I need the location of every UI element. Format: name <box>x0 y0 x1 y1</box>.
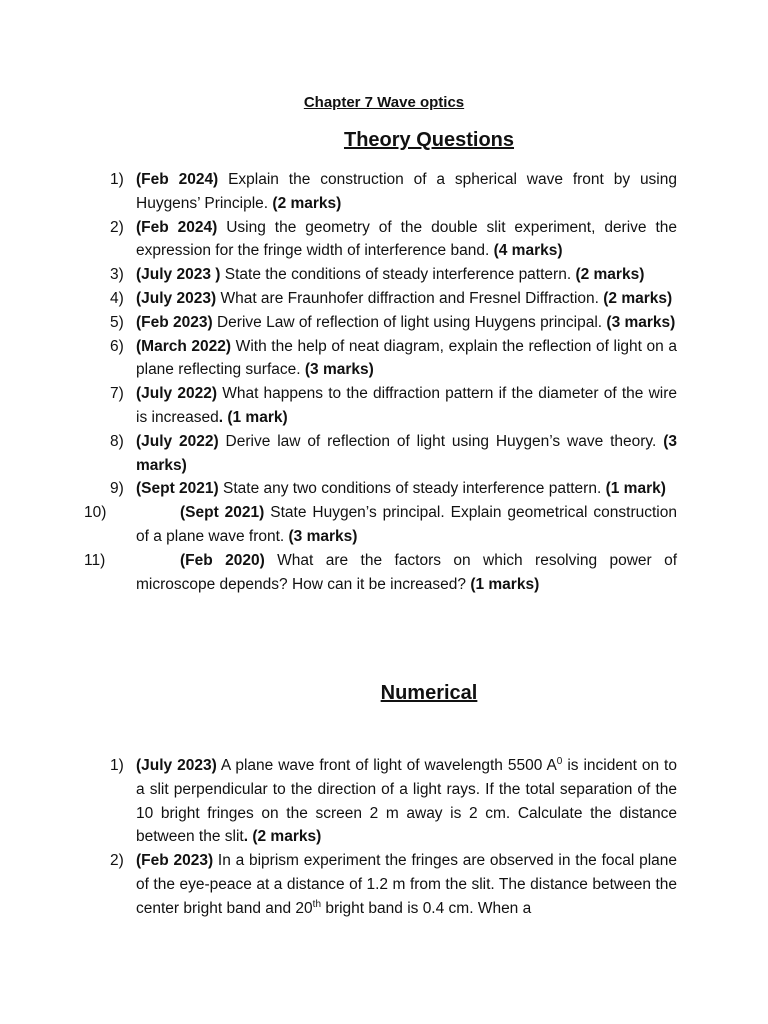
question-number: 2) <box>110 852 124 870</box>
question-text: Derive Law of reflection of light using Huygens principal. <box>212 313 607 331</box>
theory-question <box>110 287 677 311</box>
question-text: is incident on to a slit perpendicular to the direction of a light rays. If the total separation of the 10 bright fringes on the screen 2 m away is 2 cm. Calculate the distance between the slit <box>136 757 677 846</box>
theory-question <box>84 501 677 549</box>
question-text: What are the factors on which resolving power of microscope depends? How can it be increased? <box>136 551 677 593</box>
numerical-heading: Numerical <box>380 682 478 704</box>
question-number: 6) <box>110 337 124 355</box>
question-session: (Feb 2023) <box>136 852 214 870</box>
question-marks: (2 marks) <box>603 289 673 307</box>
question-number: 5) <box>110 313 124 331</box>
question-number: 4) <box>110 289 124 307</box>
question-text: State the conditions of steady interference pattern. <box>220 266 576 284</box>
question-number: 3) <box>110 266 124 284</box>
question-marks: . (1 mark) <box>218 408 288 426</box>
theory-question <box>110 216 677 264</box>
question-session: (July 2022) <box>136 432 219 450</box>
theory-question <box>84 549 677 597</box>
question-text: With the help of neat diagram, explain the reflection of light on a plane reflecting surface. <box>136 337 678 379</box>
question-session: (Feb 2024) <box>136 171 219 188</box>
question-number: 2) <box>110 218 124 236</box>
question-number: 1) <box>110 757 124 774</box>
question-marks: (3 marks) <box>136 432 677 474</box>
question-marks: (4 marks) <box>493 242 563 260</box>
question-marks: (2 marks) <box>575 266 645 284</box>
chapter-title: Chapter 7 Wave optics <box>303 94 465 111</box>
question-session: (July 2023) <box>136 757 217 774</box>
question-session: (July 2023) <box>136 289 217 307</box>
theory-question <box>110 477 677 501</box>
question-marks: (3 marks) <box>606 313 676 331</box>
question-text: State Huygen’s principal. Explain geometrical construction of a plane wave front. <box>136 504 677 545</box>
theory-question <box>110 335 677 383</box>
question-text: State any two conditions of steady interference pattern. <box>218 480 606 498</box>
question-session: (Feb 2023) <box>136 313 213 331</box>
question-session: (Feb 2020) <box>180 551 265 569</box>
question-text: A plane wave front of light of wavelength 5500 A <box>216 757 557 774</box>
question-marks: (1 mark) <box>605 480 666 498</box>
theory-question <box>110 168 677 216</box>
theory-question-list <box>84 168 678 596</box>
question-number: 11) <box>84 551 106 569</box>
superscript: th <box>312 898 322 910</box>
theory-question <box>110 430 677 478</box>
question-session: (Sept 2021) <box>136 480 219 498</box>
theory-question <box>110 311 677 335</box>
question-text: bright band is 0.4 cm. When a <box>321 899 532 917</box>
question-marks: (2 marks) <box>272 194 342 212</box>
question-marks: (3 marks) <box>304 361 374 379</box>
numerical-question <box>110 849 677 920</box>
theory-question <box>110 382 677 430</box>
question-text: Using the geometry of the double slit experiment, derive the expression for the fringe width of interference band. <box>136 218 678 260</box>
question-text: Derive law of reflection of light using Huygen’s wave theory. <box>218 432 664 450</box>
question-marks: . (2 marks) <box>243 828 322 846</box>
question-number: 9) <box>110 480 124 498</box>
question-session: (Feb 2024) <box>136 218 218 236</box>
question-text: What happens to the diffraction pattern if the diameter of the wire is increased <box>136 385 677 426</box>
question-marks: (1 marks) <box>470 575 540 593</box>
question-text: In a biprism experiment the fringes are observed in the focal plane of the eye-peace at a distance of 1.2 m from the slit. The distance between the center bright band and 20 <box>136 852 677 917</box>
superscript: 0 <box>556 755 563 767</box>
question-session: (March 2022) <box>136 337 232 355</box>
question-number: 1) <box>110 171 124 188</box>
question-text: Explain the construction of a spherical wave front by using Huygens’ Principle. <box>136 171 677 212</box>
question-session: (July 2023 ) <box>136 266 221 284</box>
question-number: 10) <box>84 504 107 522</box>
question-session: (Sept 2021) <box>180 504 265 522</box>
question-text: What are Fraunhofer diffraction and Fresnel Diffraction. <box>216 289 604 307</box>
question-number: 7) <box>110 385 124 403</box>
numerical-question <box>110 754 677 849</box>
numerical-question-list <box>110 754 677 921</box>
question-session: (July 2022) <box>136 385 218 403</box>
theory-heading: Theory Questions <box>343 129 515 151</box>
question-number: 8) <box>110 432 124 450</box>
theory-question <box>110 263 677 287</box>
question-marks: (3 marks) <box>288 527 358 545</box>
